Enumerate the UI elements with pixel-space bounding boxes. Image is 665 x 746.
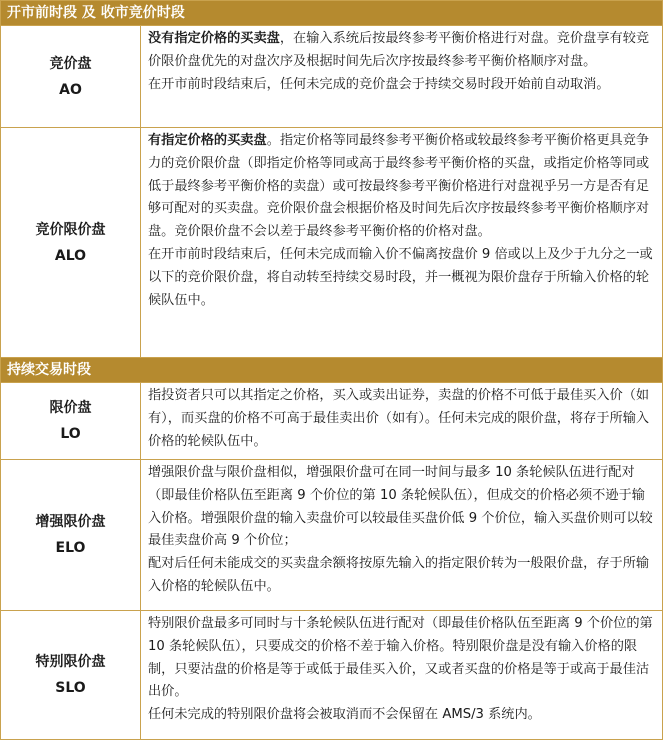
table-row-elo <box>1 460 662 611</box>
order-type-code: LO <box>60 426 81 442</box>
description-bold: 没有指定价格的买卖盘 <box>148 31 280 46</box>
description-paragraph <box>148 28 656 74</box>
table-row-ao <box>1 26 662 128</box>
order-type-code: ELO <box>55 540 86 556</box>
order-type-name <box>1 460 141 610</box>
description-text: 任何未完成的特别限价盘将会被取消而不会保留在 AMS/3 系统内。 <box>148 707 541 723</box>
order-type-description <box>141 611 662 739</box>
order-type-cn: 限价盘 <box>49 400 92 416</box>
description-paragraph <box>148 704 656 727</box>
order-type-name <box>1 128 141 357</box>
order-type-name <box>1 383 141 459</box>
description-paragraph <box>148 553 656 599</box>
description-paragraph <box>148 385 656 453</box>
order-type-code: AO <box>59 81 82 98</box>
order-type-description <box>141 26 662 127</box>
description-text: 在开市前时段结束后，任何未完成的竞价盘会于持续交易时段开始前自动取消。 <box>148 76 610 92</box>
order-type-name <box>1 611 141 739</box>
description-text: 特别限价盘最多可同时与十条轮候队伍进行配对（即最佳价格队伍至距离 9 个价位的第 10 条轮候队伍），只要成交的价格不差于输入价格。特别限价盘是没有输入价格的限制，只要沽盘的价格是等于或低于最佳买入价，又或者买盘的价格是等于或高于最佳沽出价。 <box>148 616 653 700</box>
description-text: 指投资者只可以其指定之价格，买入或卖出证券，卖盘的价格不可低于最佳买入价（如有），而买盘的价格不可高于最佳卖出价（如有）。任何未完成的限价盘，将存于所输入价格的轮候队伍中。 <box>148 388 650 449</box>
table-row-lo <box>1 383 662 460</box>
description-paragraph <box>148 130 656 244</box>
order-type-description <box>141 383 662 459</box>
section-header-continuous-trading: 持续交易时段 <box>1 358 662 383</box>
section-header-pre-opening: 开市前时段 及 收市竞价时段 <box>1 1 662 26</box>
description-paragraph <box>148 613 656 704</box>
order-type-code: ALO <box>54 247 87 264</box>
order-type-cn: 特别限价盘 <box>35 654 106 670</box>
description-text: 在开市前时段结束后，任何未完成而输入价不偏离按盘价 9 倍或以上及少于九分之一或以下的竞价限价盘，将自动转至持续交易时段，并一概视为限价盘存于所输入价格的轮候队伍中。 <box>148 246 653 308</box>
table-row-slo <box>1 611 662 740</box>
order-type-cn: 竞价盘 <box>49 55 92 72</box>
description-paragraph <box>148 462 656 553</box>
order-type-description <box>141 460 662 610</box>
description-text: 。指定价格等同最终参考平衡价格或较最终参考平衡价格更具竞争力的竞价限价盘（即指定价格等同或高于最终参考平衡价格的买盘，或指定价格等同或低于最终参考平衡价格的卖盘）或可按最终参考平衡价格进行对盘视乎另一方是否有足够可配对的买卖盘。竞价限价盘会根据价格及时间先后次序按最终参考平衡价格顺序对盘。竞价限价盘不会以差于最终参考平衡价格的价格对盘。 <box>148 133 650 240</box>
order-type-cn: 竞价限价盘 <box>35 221 106 238</box>
order-type-code: SLO <box>55 680 86 696</box>
description-text: 配对后任何未能成交的买卖盘余额将按原先输入的指定限价转为一般限价盘，存于所输入价格的轮候队伍中。 <box>148 556 650 594</box>
order-type-name <box>1 26 141 127</box>
description-text: 增强限价盘与限价盘相似，增强限价盘可在同一时间与最多 10 条轮候队伍进行配对（即最佳价格队伍至距离 9 个价位的第 10 条轮候队伍），但成交的价格必须不逊于输入价格。增强限价盘的输入卖盘价可以较最佳买盘价低 9 个价位，输入买盘价则可以较最佳卖盘价高 9 个价位； <box>148 465 653 549</box>
description-paragraph <box>148 244 656 312</box>
order-type-description <box>141 128 662 357</box>
description-bold: 有指定价格的买卖盘 <box>148 133 267 148</box>
description-text: ，在输入系统后按最终参考平衡价格进行对盘。竞价盘享有较竞价限价盘优先的对盘次序及根据时间先后次序按最终参考平衡价格顺序对盘。 <box>148 31 650 69</box>
table-row-alo <box>1 128 662 358</box>
order-type-cn: 增强限价盘 <box>35 514 106 530</box>
description-paragraph <box>148 74 656 97</box>
